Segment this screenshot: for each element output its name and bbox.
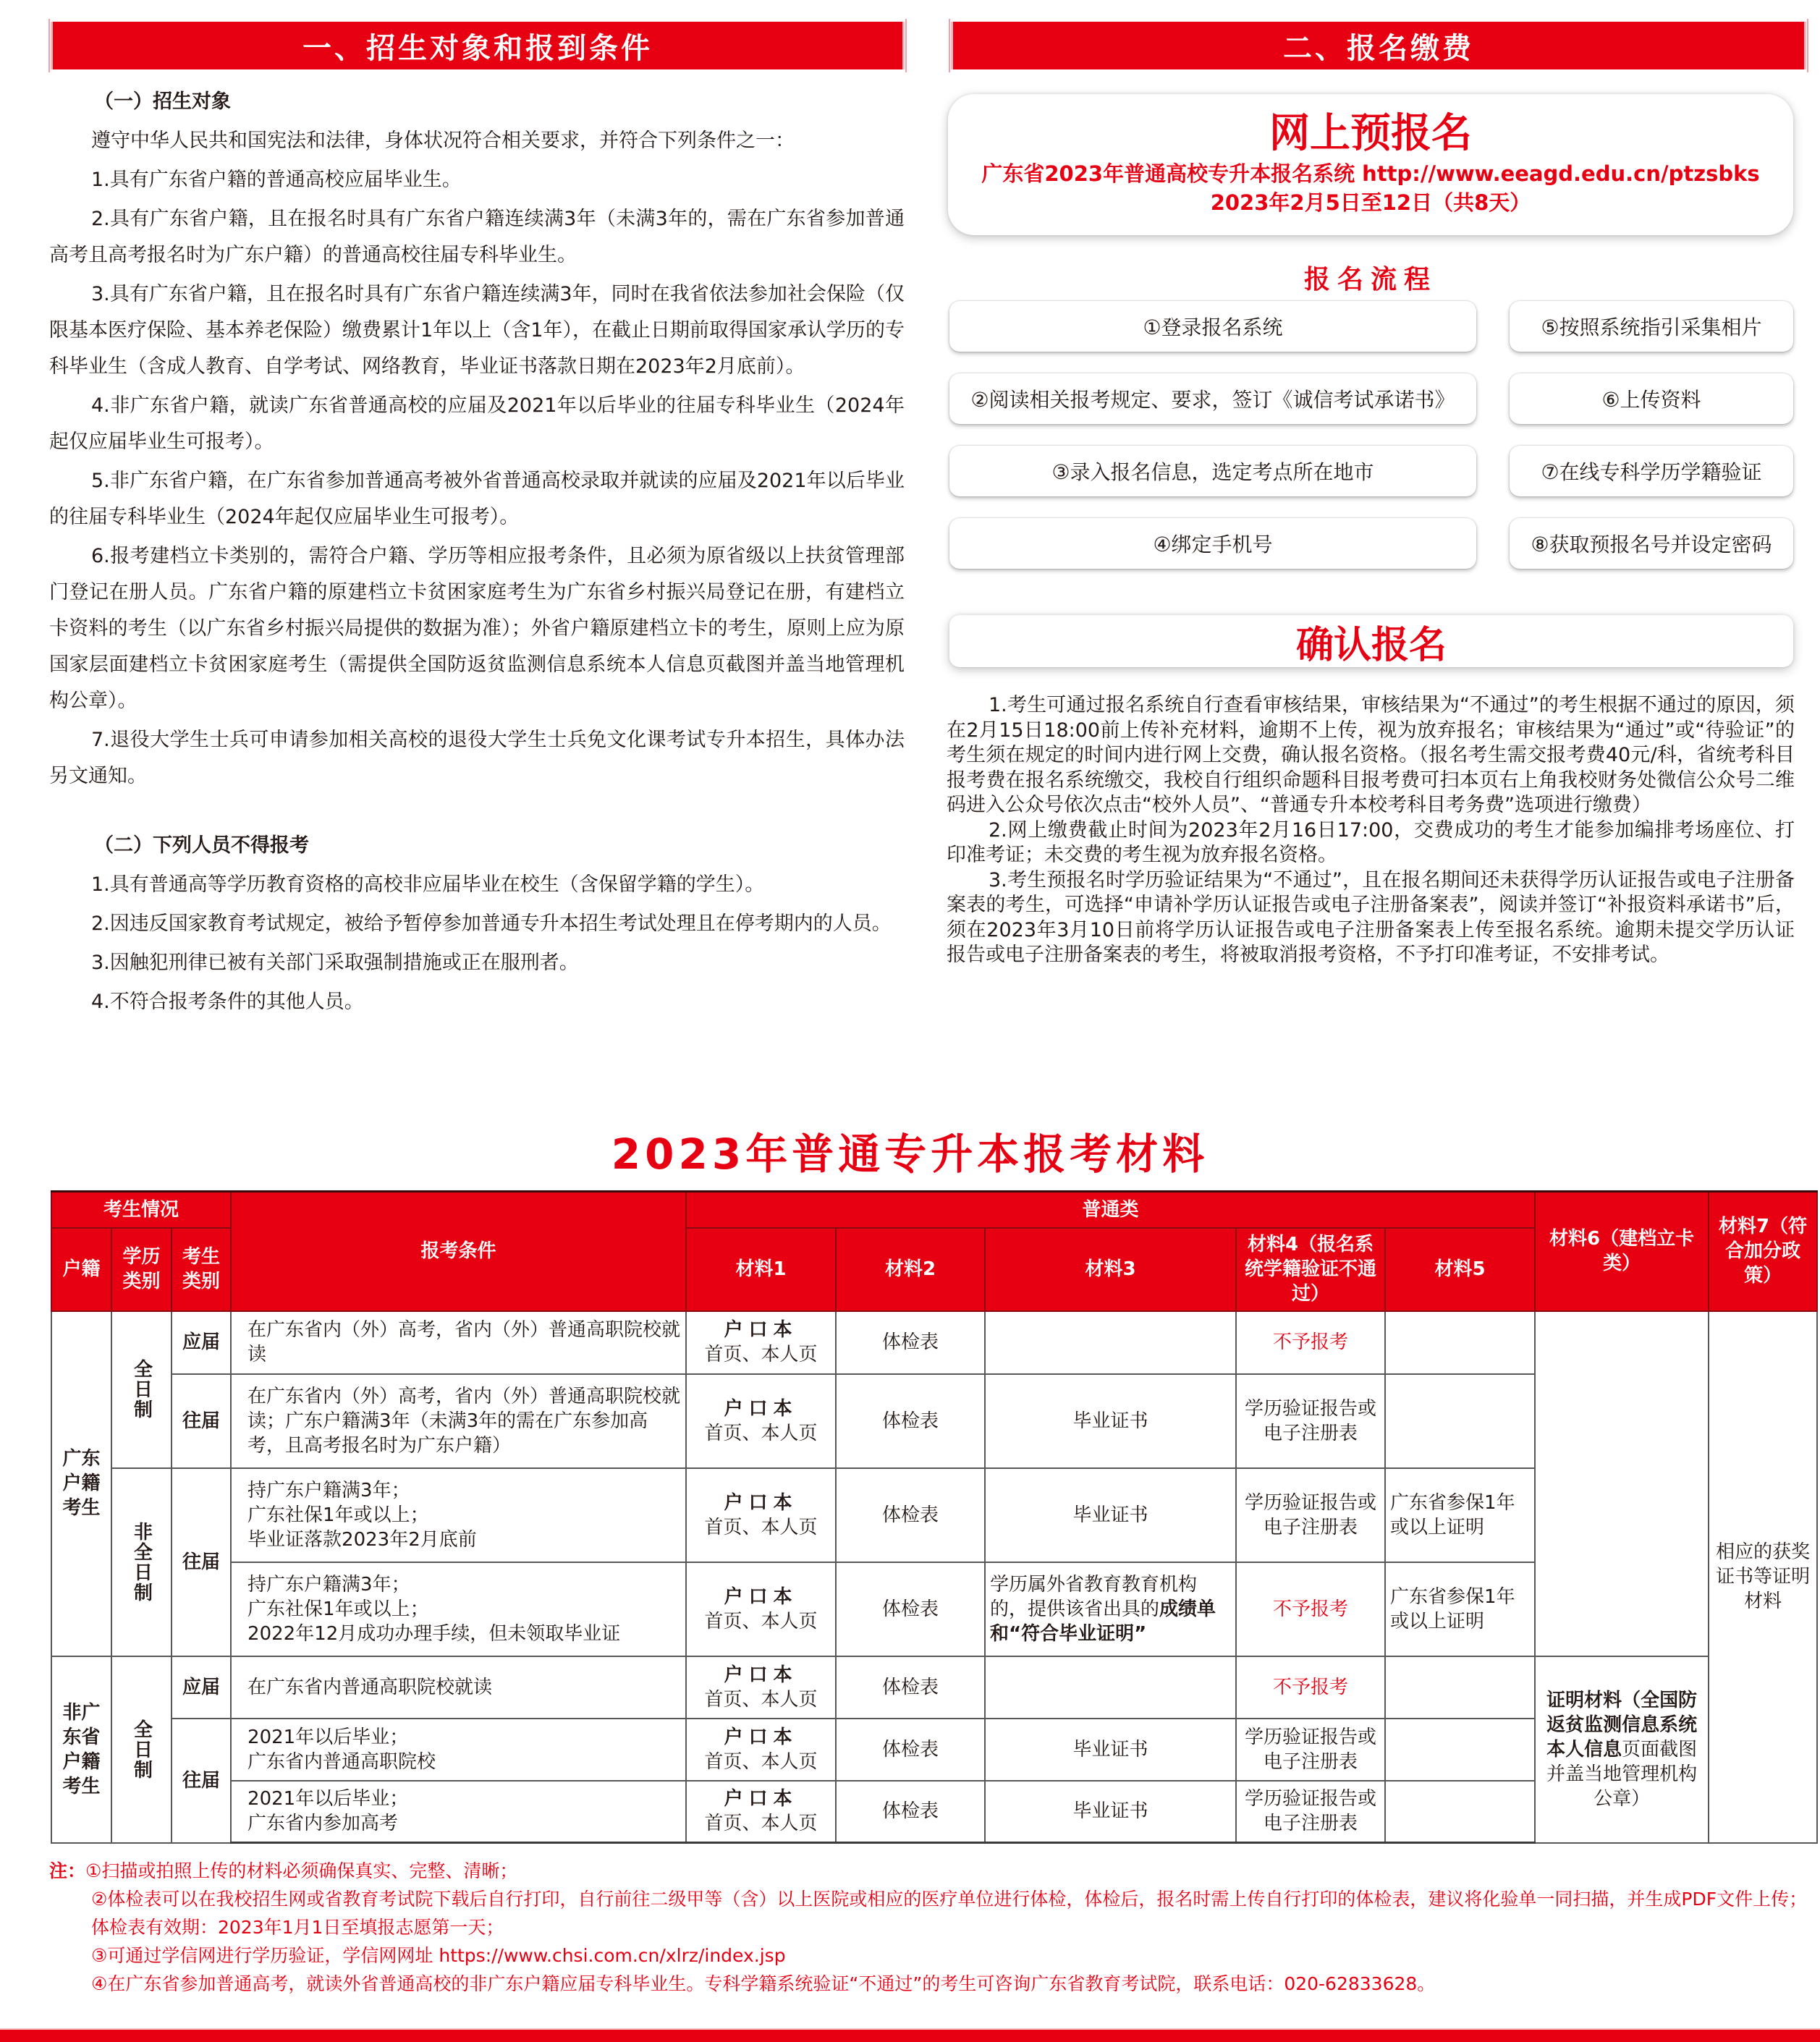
material-3-cell: 毕业证书 [985, 1374, 1236, 1468]
table-row [51, 1656, 1817, 1719]
note-item-chsi-link[interactable]: ③可通过学信网进行学历验证，学信网网址 https://www.chsi.com.cn/xlrz/index.jsp [91, 1945, 786, 1966]
table-notes [49, 1857, 1808, 1998]
section-header-title: 二、报名缴费 [1283, 31, 1474, 65]
material-4-cell: 学历验证报告或电子注册表 [1236, 1468, 1385, 1562]
condition-item: 6.报考建档立卡类别的，需符合户籍、学历等相应报考条件，且必须为原省级以上扶贫管理部门登记在册人员。广东省户籍的原建档立卡贫困家庭考生为广东省乡村振兴局登记在册，有建档立卡资料的考生（以广东省乡村振兴局提供的数据为准）；外省户籍原建档立卡的考生，原则上应为原国家层面建档立卡贫困家庭考生（需提供全国防返贫监测信息系统本人信息页截图并盖当地管理机构公章）。 [49, 545, 905, 712]
condition-item: 1.具有广东省户籍的普通高校应届毕业生。 [91, 169, 462, 191]
material-3-cell [985, 1311, 1236, 1374]
header-hukou: 户籍 [51, 1228, 111, 1311]
intro-text: 遵守中华人民共和国宪法和法律，身体状况符合相关要求，并符合下列条件之一： [91, 130, 795, 152]
excluded-item: 4.不符合报考条件的其他人员。 [91, 991, 364, 1013]
header-student-info: 考生情况 [51, 1192, 231, 1228]
admission-conditions [49, 80, 905, 1023]
confirm-registration-text [947, 693, 1795, 968]
step-label: ⑤按照系统指引采集相片 [1541, 315, 1762, 339]
confirm-paragraph: 2.网上缴费截止时间为2023年2月16日17:00，交费成功的考生才能参加编排考场座位、打印准考证；未交费的考生视为放弃报名资格。 [947, 818, 1795, 866]
header-material-5: 材料5 [1385, 1228, 1535, 1311]
confirm-paragraph: 3.考生预报名时学历验证结果为“不通过”，且在报名期间还未获得学历认证报告或电子注册备案表的考生，可选择“申请补学历认证报告或电子注册备案表”，阅读并签订“补报资料承诺书”后，须在2023年3月10日前将学历认证报告或电子注册备案表上传至报名系统。逾期未提交学历认证报告或电子注册备案表的考生，将被取消报考资格，不予打印准考证，不安排考试。 [947, 868, 1795, 966]
material-2-cell: 体检表 [836, 1719, 985, 1781]
registration-system-link[interactable]: 广东省2023年普通高校专升本报名系统 http://www.eeagd.edu.cn/ptzsbks [981, 161, 1760, 186]
condition-cell: 在广东省内（外）高考，省内（外）普通高职院校就读 [231, 1311, 686, 1374]
material-2-cell: 体检表 [836, 1656, 985, 1719]
material-5-cell [1385, 1781, 1535, 1843]
confirm-paragraph: 1.考生可通过报名系统自行查看审核结果，审核结果为“不通过”的考生根据不通过的原因，须在2月15日18:00前上传补充材料，逾期不上传，视为放弃报名；审核结果为“通过”或“待验证”的考生须在规定的时间内进行网上交费，确认报名资格。（报名考生需交报考费40元/科，省统考科目报考费在报名系统缴交，我校自行组织命题科目报考费可扫本页右上角我校财务处微信公众号二维码进入公众号依次点击“校外人员”、“普通专升本校考科目考务费”选项进行缴费） [947, 694, 1795, 816]
material-4-cell: 不予报考 [1236, 1311, 1385, 1374]
header-material-1: 材料1 [686, 1228, 836, 1311]
material-1-cell: 户口本 首页、本人页 [686, 1562, 836, 1656]
material-2-cell: 体检表 [836, 1562, 985, 1656]
step-label: ⑥上传资料 [1601, 388, 1701, 412]
group-fulltime: 全日制 [111, 1656, 172, 1843]
material-3-cell: 毕业证书 [985, 1781, 1236, 1843]
material-2-cell: 体检表 [836, 1781, 985, 1843]
material-4-cell: 学历验证报告或电子注册表 [1236, 1781, 1385, 1843]
step-label: ①登录报名系统 [1143, 315, 1283, 339]
header-general: 普通类 [686, 1192, 1535, 1228]
material-5-cell: 广东省参保1年或以上证明 [1385, 1468, 1535, 1562]
condition-cell: 2021年以后毕业； 广东省内参加高考 [231, 1781, 686, 1843]
flow-step-6 [1510, 373, 1793, 424]
material-4-cell: 学历验证报告或电子注册表 [1236, 1374, 1385, 1468]
type-current: 应届 [172, 1656, 231, 1719]
material-2-cell: 体检表 [836, 1468, 985, 1562]
material-1-cell: 户口本 首页、本人页 [686, 1468, 836, 1562]
header-conditions: 报考条件 [231, 1192, 686, 1311]
step-label: ②阅读相关报考规定、要求，签订《诚信考试承诺书》 [970, 388, 1455, 412]
condition-cell: 在广东省内（外）高考，省内（外）普通高职院校就读；广东户籍满3年（未满3年的需在广东参加高考，且高考报名时为广东户籍） [231, 1374, 686, 1468]
section-header-admission [51, 22, 905, 69]
condition-item: 5.非广东省户籍，在广东省参加普通高考被外省普通高校录取并就读的应届及2021年以后毕业的往届专科毕业生（2024年起仅应届毕业生可报考）。 [49, 470, 905, 528]
condition-cell: 持广东户籍满3年； 广东社保1年或以上； 毕业证落款2023年2月底前 [231, 1468, 686, 1562]
flow-step-7 [1510, 446, 1793, 496]
subsection-title-targets: （一）招生对象 [94, 90, 231, 113]
material-3-cell: 毕业证书 [985, 1468, 1236, 1562]
flow-step-4 [949, 518, 1476, 569]
material-2-cell: 体检表 [836, 1311, 985, 1374]
header-student-type: 考生类别 [172, 1228, 231, 1311]
table-row [51, 1311, 1817, 1374]
prereg-title: 网上预报名 [1269, 110, 1472, 157]
material-1-cell: 户口本 首页、本人页 [686, 1311, 836, 1374]
step-label: ⑧获取预报名号并设定密码 [1531, 533, 1772, 556]
flow-step-8 [1510, 518, 1793, 569]
group-parttime: 非全日制 [111, 1468, 172, 1656]
header-material-3: 材料3 [985, 1228, 1236, 1311]
condition-cell: 在广东省内普通高职院校就读 [231, 1656, 686, 1719]
flow-step-1 [949, 301, 1476, 352]
prereg-date-range: 2023年2月5日至12日（共8天） [1210, 190, 1531, 215]
subsection-title-excluded: （二）下列人员不得报考 [94, 834, 309, 857]
header-material-2: 材料2 [836, 1228, 985, 1311]
notes-label: 注： [49, 1860, 86, 1881]
condition-item: 2.具有广东省户籍，且在报名时具有广东省户籍连续满3年（未满3年的，需在广东省参加普通高考且高考报名时为广东户籍）的普通高校往届专科毕业生。 [49, 208, 905, 266]
bottom-decorative-bar [0, 2028, 1820, 2042]
group-non-gd-hukou: 非广东省户籍考生 [51, 1656, 111, 1843]
header-material-7: 材料7（符合加分政策） [1709, 1192, 1817, 1311]
confirm-registration-card [949, 615, 1793, 667]
condition-item: 4.非广东省户籍，就读广东省普通高校的应届及2021年以后毕业的往届专科毕业生（2024年起仅应届毕业生可报考）。 [49, 394, 905, 453]
material-6-cell-non-gd: 证明材料（全国防返贫监测信息系统本人信息页面截图并盖当地管理机构公章） [1535, 1656, 1709, 1843]
condition-item: 3.具有广东省户籍，且在报名时具有广东省户籍连续满3年，同时在我省依法参加社会保险（仅限基本医疗保险、基本养老保险）缴费累计1年以上（含1年），在截止日期前取得国家承认学历的专科毕业生（含成人教育、自学考试、网络教育，毕业证书落款日期在2023年2月底前）。 [49, 283, 905, 378]
material-5-cell [1385, 1311, 1535, 1374]
section-header-registration [951, 22, 1806, 69]
material-3-cell [985, 1656, 1236, 1719]
condition-cell: 持广东户籍满3年； 广东社保1年或以上； 2022年12月成功办理手续，但未领取毕业证 [231, 1562, 686, 1656]
excluded-item: 3.因触犯刑律已被有关部门采取强制措施或正在服刑者。 [91, 952, 579, 974]
material-2-cell: 体检表 [836, 1374, 985, 1468]
type-past: 往届 [172, 1468, 231, 1656]
material-3-cell: 学历属外省教育教育机构的，提供该省出具的成绩单和“符合毕业证明” [985, 1562, 1236, 1656]
material-1-cell: 户口本 首页、本人页 [686, 1781, 836, 1843]
material-4-cell: 不予报考 [1236, 1562, 1385, 1656]
registration-flow-title: 报名流程 [1303, 265, 1437, 295]
step-label: ④绑定手机号 [1153, 533, 1273, 556]
note-item: ④在广东省参加普通高考，就读外省普通高校的非广东户籍应届专科毕业生。专科学籍系统验证“不通过”的考生可咨询广东省教育考试院，联系电话：020-62833628。 [91, 1973, 1436, 1994]
material-1-cell: 户口本 首页、本人页 [686, 1719, 836, 1781]
type-current: 应届 [172, 1311, 231, 1374]
material-1-cell: 户口本 首页、本人页 [686, 1656, 836, 1719]
material-4-cell: 学历验证报告或电子注册表 [1236, 1719, 1385, 1781]
type-past: 往届 [172, 1719, 231, 1843]
material-3-cell: 毕业证书 [985, 1719, 1236, 1781]
materials-table [51, 1190, 1818, 1844]
note-item: ②体检表可以在我校招生网或省教育考试院下载后自行打印，自行前往二级甲等（含）以上医院或相应的医疗单位进行体检，体检后，报名时需上传自行打印的体检表，建议将化验单一同扫描，并生成PDF文件上传；体检表有效期：2023年1月1日至填报志愿第一天； [91, 1889, 1808, 1938]
confirm-title: 确认报名 [1295, 623, 1447, 667]
materials-table-title: 2023年普通专升本报考材料 [611, 1130, 1209, 1179]
material-1-cell: 户口本 首页、本人页 [686, 1374, 836, 1468]
material-5-cell [1385, 1719, 1535, 1781]
flow-step-5 [1510, 301, 1793, 352]
flow-step-2 [949, 373, 1476, 424]
material-6-cell-gd [1535, 1311, 1709, 1656]
section-header-title: 一、招生对象和报到条件 [302, 31, 653, 65]
group-gd-hukou: 广东户籍考生 [51, 1311, 111, 1656]
note-item: 注：①扫描或拍照上传的材料必须确保真实、完整、清晰； [49, 1860, 518, 1881]
material-5-cell [1385, 1656, 1535, 1719]
excluded-item: 1.具有普通高等学历教育资格的高校非应届毕业在校生（含保留学籍的学生）。 [91, 873, 765, 896]
condition-item: 7.退役大学生士兵可申请参加相关高校的退役大学生士兵免文化课考试专升本招生，具体办法另文通知。 [49, 729, 905, 787]
material-4-cell: 不予报考 [1236, 1656, 1385, 1719]
header-edu-type: 学历类别 [111, 1228, 172, 1311]
online-preregistration-card [948, 94, 1793, 235]
type-past: 往届 [172, 1374, 231, 1468]
header-material-4: 材料4（报名系统学籍验证不通过） [1236, 1228, 1385, 1311]
flow-step-3 [949, 446, 1476, 496]
material-5-cell: 广东省参保1年或以上证明 [1385, 1562, 1535, 1656]
material-5-cell [1385, 1374, 1535, 1468]
excluded-item: 2.因违反国家教育考试规定，被给予暂停参加普通专升本招生考试处理且在停考期内的人员。 [91, 912, 892, 935]
step-label: ⑦在线专科学历学籍验证 [1541, 460, 1762, 484]
material-7-cell: 相应的获奖证书等证明材料 [1709, 1311, 1817, 1843]
step-label: ③录入报名信息，选定考点所在地市 [1051, 460, 1374, 484]
condition-cell: 2021年以后毕业； 广东省内普通高职院校 [231, 1719, 686, 1781]
header-material-6: 材料6（建档立卡类） [1535, 1192, 1709, 1311]
group-fulltime: 全日制 [111, 1311, 172, 1468]
